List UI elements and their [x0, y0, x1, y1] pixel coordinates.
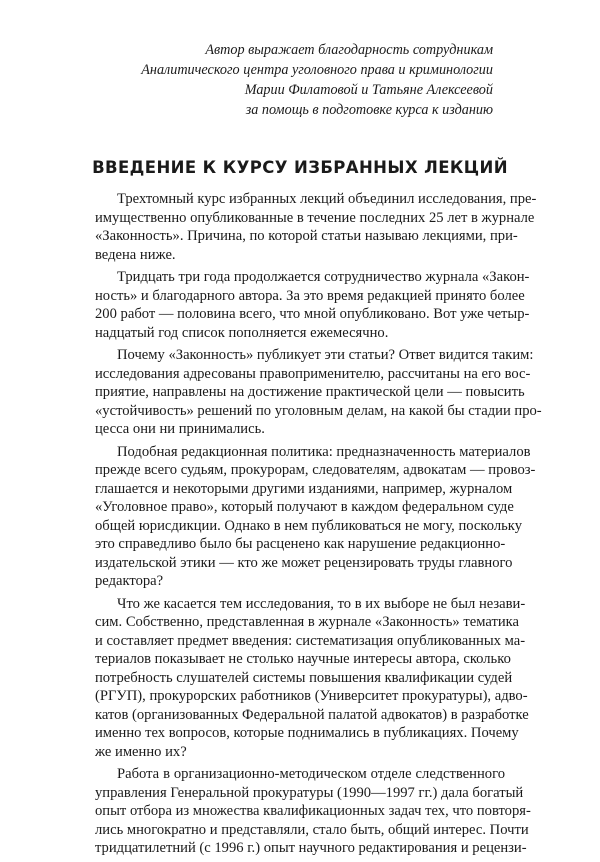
- text-line: Почему «Законность» публикует эти статьи? Ответ видится таким:: [117, 347, 534, 363]
- text-line: надцатый год список пополняется ежемесячно.: [95, 324, 389, 341]
- text-line: потребность слушателей системы повышения квалификации судей: [95, 669, 513, 686]
- text-line: управления Генеральной прокуратуры (1990—1997 гг.) дала богатый: [95, 784, 524, 801]
- text-line: Работа в организационно-методическом отделе следственного: [117, 766, 505, 782]
- text-line: Подобная редакционная политика: предназначенность материалов: [117, 443, 531, 460]
- text-line: имущественно опубликованные в течение последних 25 лет в журнале: [95, 209, 535, 226]
- acknowledgement-line: Автор выражает благодарность сотрудникам: [205, 42, 493, 58]
- text-line: и составляет предмет введения: систематизация опубликованных ма-: [95, 632, 526, 649]
- text-line: приятие, направлены на достижение практической цели — повысить: [95, 384, 525, 400]
- text-line: сим. Собственно, представленная в журнале «Законность» тематика: [95, 614, 520, 630]
- acknowledgement: [141, 40, 493, 120]
- body-text: [95, 190, 542, 862]
- text-line: лись многократно и представляли, стало быть, общий интерес. Почти: [95, 821, 529, 838]
- text-line: «Уголовное право», который получают в каждом федеральном суде: [95, 499, 514, 515]
- text-line: именно тех вопросов, которые поднимались в публикациях. Почему: [95, 725, 519, 741]
- text-line: териалов показывает не столько научные интересы автора, сколько: [95, 651, 511, 667]
- text-line: Что же касается тем исследования, то в их выборе не был незави-: [117, 595, 526, 612]
- text-line: цесса они ни принимались.: [95, 421, 265, 437]
- acknowledgement-line: Аналитического центра уголовного права и криминологии: [141, 62, 493, 78]
- text-line: это справедливо было бы расценено как нарушение редакционно-: [95, 536, 506, 552]
- paragraph: [95, 443, 536, 591]
- paragraph: [95, 268, 530, 342]
- text-line: опыт отбора из множества квалификационных задач тех, что повторя-: [95, 803, 531, 819]
- text-line: исследования адресованы правоприменителю, рассчитаны на его вос-: [95, 365, 531, 382]
- text-line: издательской этики — кто же может рецензировать труды главного: [95, 554, 513, 571]
- acknowledgement-line: Марии Филатовой и Татьяне Алексеевой: [244, 82, 493, 98]
- text-line: ность» и благодарного автора. За это время редакцией принято более: [95, 287, 525, 304]
- text-line: ведена ниже.: [95, 246, 176, 263]
- text-line: Трехтомный курс избранных лекций объединил исследования, пре-: [117, 191, 537, 207]
- text-line: прежде всего судьям, прокурорам, следователям, адвокатам — провоз-: [95, 462, 536, 478]
- acknowledgement-line: за помощь в подготовке курса к изданию: [245, 102, 493, 118]
- text-line: глашается и некоторыми другими изданиями, например, журналом: [95, 480, 513, 497]
- text-line: тридцатилетний (с 1996 г.) опыт научного редактирования и рецензи-: [95, 840, 527, 856]
- text-line: Тридцать три года продолжается сотрудничество журнала «Закон-: [117, 269, 530, 285]
- text-line: же именно их?: [95, 743, 187, 760]
- text-line: «Законность». Причина, по которой статьи называю лекциями, при-: [95, 228, 518, 244]
- text-line: (РГУП), прокурорских работников (Университет прокуратуры), адво-: [95, 688, 528, 704]
- text-line: общей юрисдикции. Однако в нем публиковаться не могу, поскольку: [95, 517, 522, 534]
- paragraph: [95, 595, 529, 762]
- text-line: редактора?: [95, 573, 164, 589]
- paragraph: [95, 190, 537, 264]
- text-line: «устойчивость» решений по уголовным делам, на какой бы стадии про-: [95, 402, 542, 419]
- paragraph: [95, 346, 542, 439]
- text-line: катов (организованных Федеральной палатой адвокатов) в разработке: [95, 706, 529, 723]
- paragraph: [95, 765, 531, 858]
- section-heading: ВВЕДЕНИЕ К КУРСУ ИЗБРАННЫХ ЛЕКЦИЙ: [92, 158, 508, 177]
- text-line: 200 работ — половина всего, что мной опубликовано. Вот уже четыр-: [95, 306, 530, 322]
